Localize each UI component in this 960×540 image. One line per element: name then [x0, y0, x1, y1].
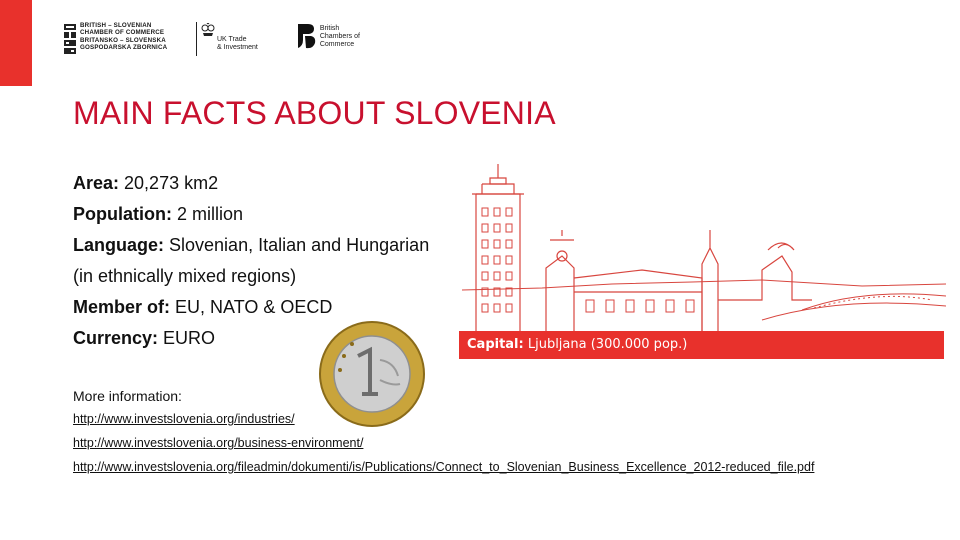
fact-value: EU, NATO & OECD	[170, 297, 333, 317]
bscc-logo	[64, 22, 174, 54]
fact-area	[73, 168, 433, 199]
link-publication-pdf[interactable]: http://www.investslovenia.org/fileadmin/dokumenti/is/Publications/Connect_to_Slovenian_Business_Excellence_2012-reduced_file.pdf	[73, 460, 815, 474]
fact-population	[73, 199, 433, 230]
bcc-logo	[294, 22, 360, 52]
fact-value: 2 million	[171, 204, 244, 224]
fact-label: Area:	[73, 173, 120, 193]
uk-line-1: UK Trade	[217, 36, 247, 43]
fact-value: EURO	[158, 328, 216, 348]
fact-label: Member of:	[73, 297, 171, 317]
uk-trade-logo	[196, 22, 258, 56]
fact-member-of	[73, 292, 433, 323]
page-title: MAIN FACTS ABOUT SLOVENIA	[73, 95, 556, 131]
partner-logos	[64, 22, 360, 62]
uk-line-2: & Investment	[217, 44, 258, 51]
link-business-environment[interactable]: http://www.investslovenia.org/business-environment/	[73, 436, 364, 450]
capital-value: Ljubljana (300.000 pop.)	[523, 337, 688, 352]
link-industries[interactable]: http://www.investslovenia.org/industries/	[73, 412, 295, 426]
capital-banner	[459, 331, 944, 359]
uk-crest-icon	[201, 23, 215, 37]
more-information	[73, 388, 833, 484]
bscc-line-4: GOSPODARSKA ZBORNICA	[80, 44, 168, 52]
bscc-line-3: BRITANSKO – SLOVENSKA	[80, 36, 166, 44]
fact-value: 20,273 km2	[119, 173, 219, 193]
fact-label: Population:	[73, 204, 172, 224]
bscc-logo-icon	[64, 24, 76, 54]
fact-label: Currency:	[73, 328, 159, 348]
bcc-line-3: Commerce	[319, 41, 355, 48]
fact-label: Language:	[73, 235, 165, 255]
accent-bar	[0, 0, 32, 86]
bscc-line-1: BRITISH – SLOVENIAN	[80, 22, 152, 29]
fact-language	[73, 230, 433, 292]
bcc-line-1: British	[319, 25, 340, 32]
ljubljana-skyline-icon	[462, 160, 946, 332]
fact-value: Slovenian, Italian and Hungarian (in ethnically mixed regions)	[73, 235, 430, 286]
bcc-logo-icon	[294, 22, 318, 52]
bscc-line-2: CHAMBER OF COMMERCE	[80, 29, 165, 37]
bcc-line-2: Chambers of	[319, 33, 360, 40]
more-info-label: More information:	[73, 388, 182, 404]
capital-label: Capital:	[467, 337, 524, 352]
